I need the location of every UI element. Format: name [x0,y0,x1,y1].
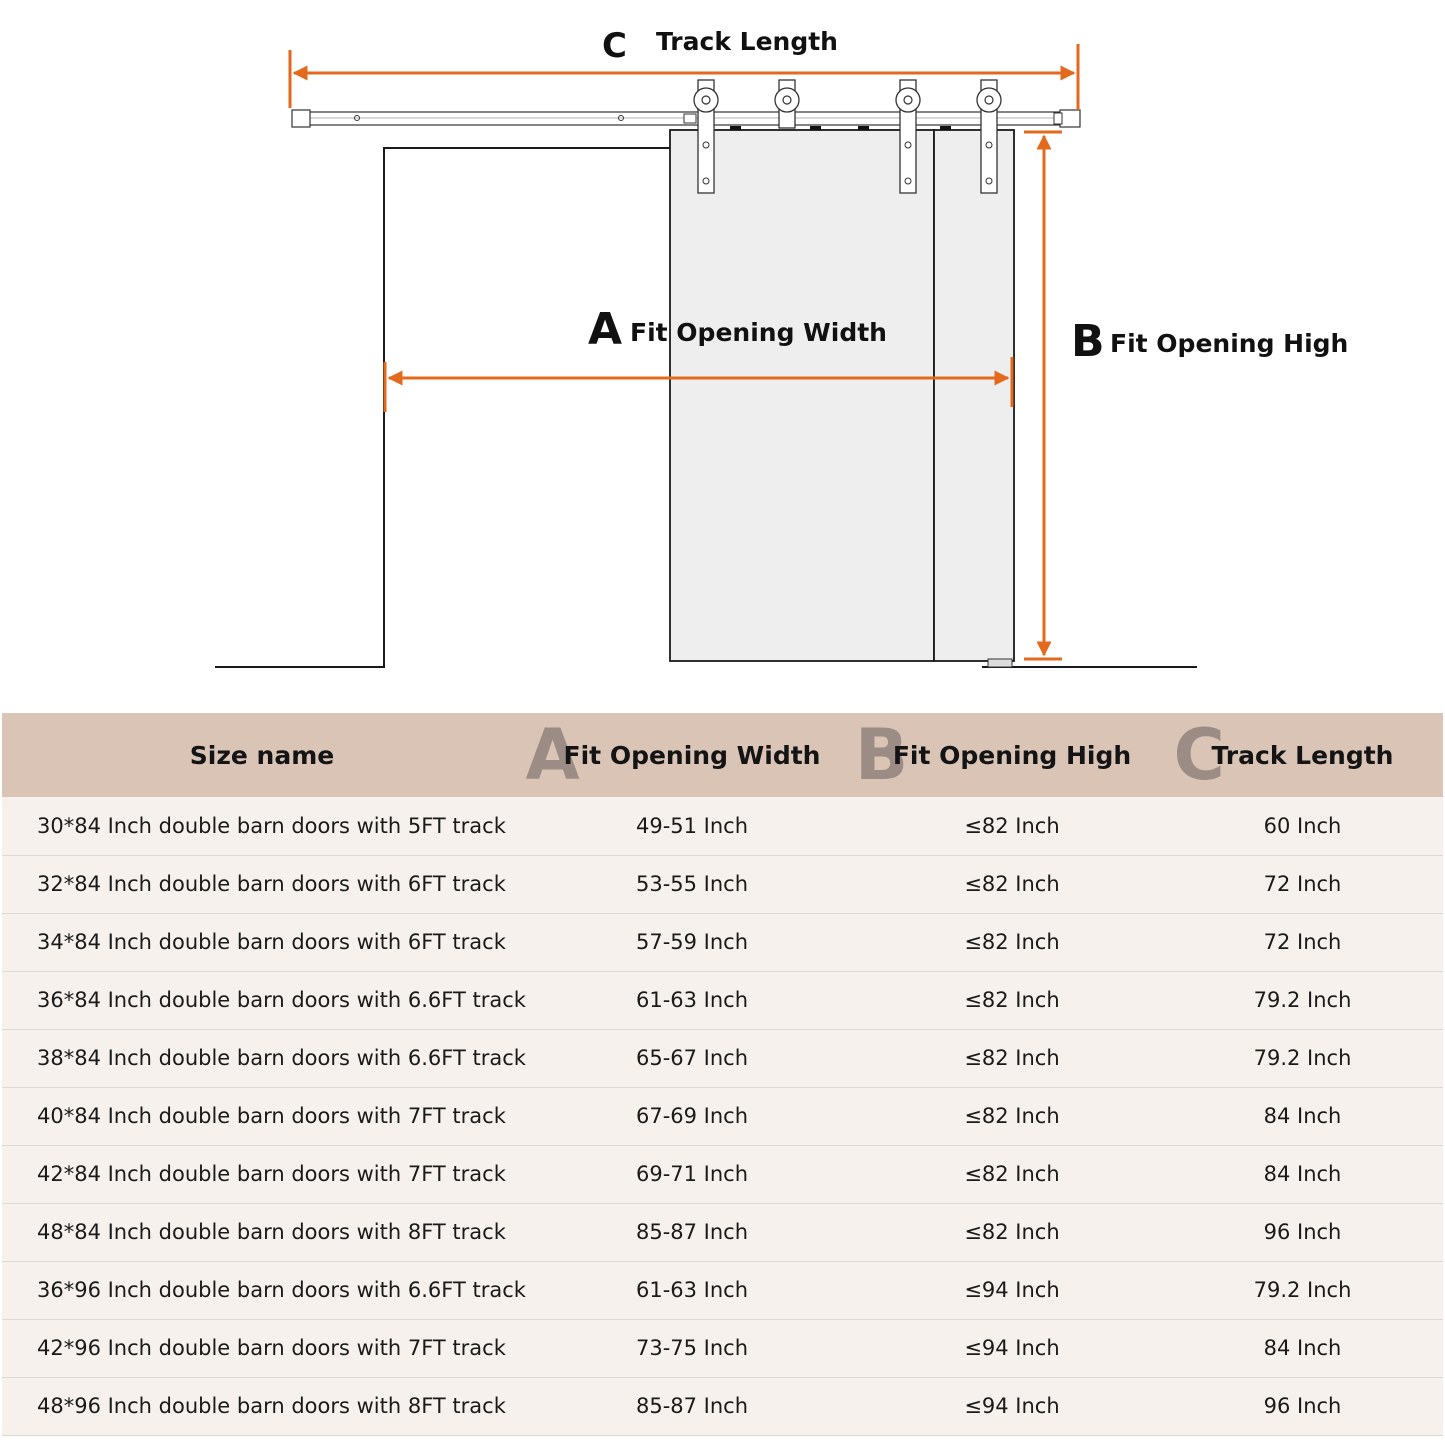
barn-door-diagram [0,0,1445,700]
size-name-cell: 30*84 Inch double barn doors with 5FT track [37,813,506,838]
fit-height-cell: ≤82 Inch [964,1104,1060,1128]
fit-height-cell: ≤82 Inch [964,988,1060,1012]
table-row [2,1145,1443,1203]
hanger-2 [775,80,799,128]
size-name-cell: 40*84 Inch double barn doors with 7FT track [37,1104,506,1128]
opening-height-label: Fit Opening High [1110,329,1349,358]
table-row [2,1377,1443,1435]
table-row [2,1087,1443,1145]
hanger-4 [977,80,1001,193]
track-length-letter: C [602,26,627,66]
size-name-cell: 42*84 Inch double barn doors with 7FT track [37,1162,506,1186]
size-name-cell: 48*96 Inch double barn doors with 8FT track [37,1394,506,1418]
track-length-cell: 96 Inch [1263,1220,1342,1244]
header-track-letter: C [1173,714,1225,796]
fit-width-cell: 73-75 Inch [635,1336,749,1360]
table-row [2,797,1443,855]
table-row [2,1029,1443,1087]
fit-width-cell: 61-63 Inch [635,1278,749,1302]
table-header-row [2,713,1443,797]
size-name-cell: 36*96 Inch double barn doors with 6.6FT track [37,1278,526,1302]
size-name-cell: 32*84 Inch double barn doors with 6FT track [37,872,506,896]
fit-width-cell: 53-55 Inch [635,872,749,896]
wall-opening-outline [215,148,670,667]
fit-width-cell: 61-63 Inch [635,988,749,1012]
track-rail [292,110,1080,127]
table-row [2,913,1443,971]
fit-height-cell: ≤82 Inch [964,1046,1060,1070]
header-height-text: Fit Opening High [892,740,1132,770]
door-panel-right [934,130,1014,661]
fit-width-cell: 69-71 Inch [635,1162,749,1186]
size-name-cell: 42*96 Inch double barn doors with 7FT track [37,1336,506,1360]
track-length-cell: 84 Inch [1263,1162,1342,1186]
opening-height-letter: B [1071,316,1105,367]
size-table [2,713,1443,1436]
size-name-cell: 36*84 Inch double barn doors with 6.6FT track [37,988,526,1012]
header-height-letter: B [854,714,909,796]
fit-height-cell: ≤82 Inch [964,813,1060,838]
fit-width-cell: 49-51 Inch [635,813,749,838]
fit-height-cell: ≤94 Inch [964,1394,1060,1418]
track-length-cell: 60 Inch [1263,813,1342,838]
fit-width-cell: 57-59 Inch [635,930,749,954]
hanger-3 [896,80,920,193]
track-length-cell: 84 Inch [1263,1336,1342,1360]
track-length-cell: 72 Inch [1263,872,1342,896]
size-name-cell: 48*84 Inch double barn doors with 8FT track [37,1220,506,1244]
track-length-cell: 96 Inch [1263,1394,1342,1418]
door-panel-left [670,130,934,661]
header-width-text: Fit Opening Width [563,740,821,770]
track-length-cell: 79.2 Inch [1253,988,1352,1012]
track-length-cell: 84 Inch [1263,1104,1342,1128]
table-row [2,855,1443,913]
fit-width-cell: 85-87 Inch [635,1394,749,1418]
table-row [2,1261,1443,1319]
fit-width-cell: 67-69 Inch [635,1104,749,1128]
header-height [854,713,1162,797]
size-name-cell: 38*84 Inch double barn doors with 6.6FT track [37,1046,526,1070]
opening-width-letter: A [588,304,623,355]
track-length-cell: 79.2 Inch [1253,1278,1352,1302]
size-name-cell: 34*84 Inch double barn doors with 6FT track [37,930,506,954]
fit-height-cell: ≤82 Inch [964,930,1060,954]
track-length-label: Track Length [656,27,838,56]
fit-height-cell: ≤82 Inch [964,1162,1060,1186]
opening-height-dimension [1024,132,1062,659]
header-width-letter: A [525,714,580,796]
fit-height-cell: ≤82 Inch [964,1220,1060,1244]
header-width [522,713,862,797]
fit-width-cell: 65-67 Inch [635,1046,749,1070]
table-body [2,797,1443,1435]
fit-height-cell: ≤94 Inch [964,1336,1060,1360]
header-size-name: Size name [189,740,335,770]
header-track [1162,713,1443,797]
floor-guide [988,659,1012,667]
track-length-cell: 79.2 Inch [1253,1046,1352,1070]
fit-height-cell: ≤94 Inch [964,1278,1060,1302]
fit-width-cell: 85-87 Inch [635,1220,749,1244]
table-row [2,1319,1443,1377]
opening-width-label: Fit Opening Width [630,318,887,347]
hanger-1 [694,80,718,193]
fit-height-cell: ≤82 Inch [964,872,1060,896]
track-length-cell: 72 Inch [1263,930,1342,954]
table-row [2,971,1443,1029]
header-track-text: Track Length [1211,740,1394,770]
table-row [2,1203,1443,1261]
